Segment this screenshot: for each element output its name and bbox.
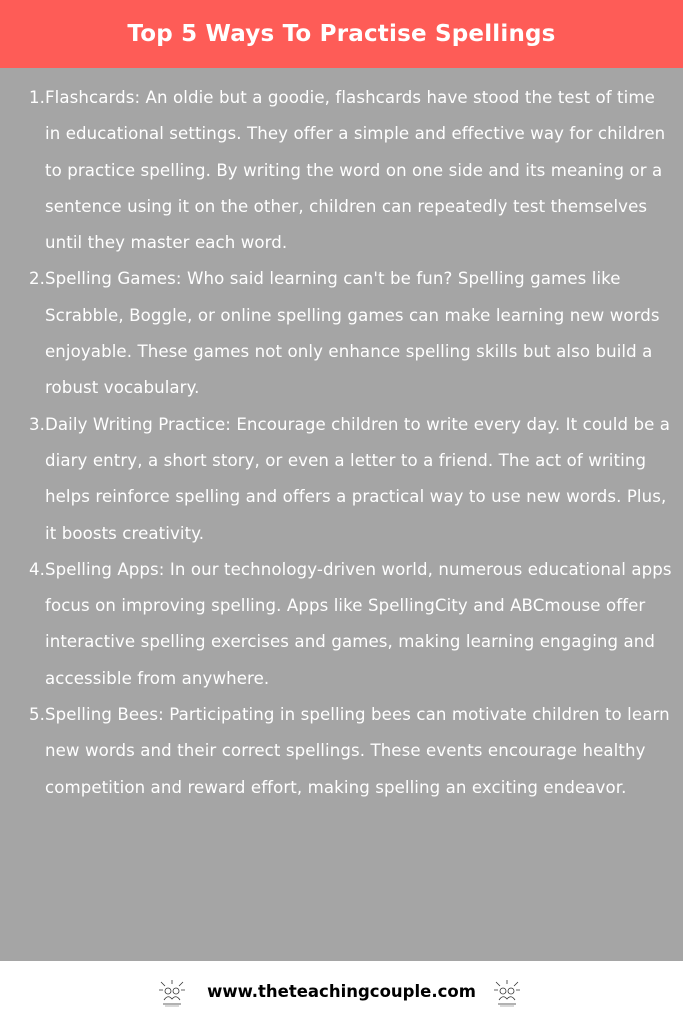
list-item (22, 697, 672, 806)
website-url[interactable]: www.theteachingcouple.com (207, 982, 476, 1001)
list-item (22, 80, 672, 261)
content-panel (0, 68, 683, 961)
header-banner (0, 0, 683, 68)
list-item (22, 407, 672, 552)
tips-list (22, 80, 672, 806)
the-teaching-couple-logo-icon (492, 978, 522, 1008)
list-item (22, 552, 672, 697)
list-number: 2. (28, 269, 45, 289)
list-number: 1. (28, 88, 45, 107)
list-number: 4. (28, 559, 45, 579)
list-number: 5. (28, 705, 45, 725)
footer (0, 961, 683, 1024)
page-title: Top 5 Ways To Practise Spellings (127, 21, 556, 47)
list-item (22, 261, 672, 406)
list-text: Spelling Apps: In our technology-driven world, numerous educational apps focus on improving spelling. Apps like SpellingCity and ABCmouse offer interactive spelling exercises and games, making learning engaging and accessible from anywhere. (45, 559, 672, 688)
list-text: Spelling Bees: Participating in spelling bees can motivate children to learn new words and their correct spellings. These events encourage healthy competition and reward effort, making spelling an exciting endeavor. (45, 705, 670, 797)
list-number: 3. (28, 414, 45, 434)
list-text: Daily Writing Practice: Encourage children to write every day. It could be a diary entry, a short story, or even a letter to a friend. The act of writing helps reinforce spelling and offers a practical way to use new words. Plus, it boosts creativity. (45, 414, 671, 543)
list-text: Spelling Games: Who said learning can't be fun? Spelling games like Scrabble, Boggle, or online spelling games can make learning new words enjoyable. These games not only enhance spelling skills but also build a robust vocabulary. (45, 269, 660, 398)
list-text: Flashcards: An oldie but a goodie, flashcards have stood the test of time in educational settings. They offer a simple and effective way for children to practice spelling. By writing the word on one side and its meaning or a sentence using it on the other, children can repeatedly test themselves until they master each word. (45, 88, 666, 253)
